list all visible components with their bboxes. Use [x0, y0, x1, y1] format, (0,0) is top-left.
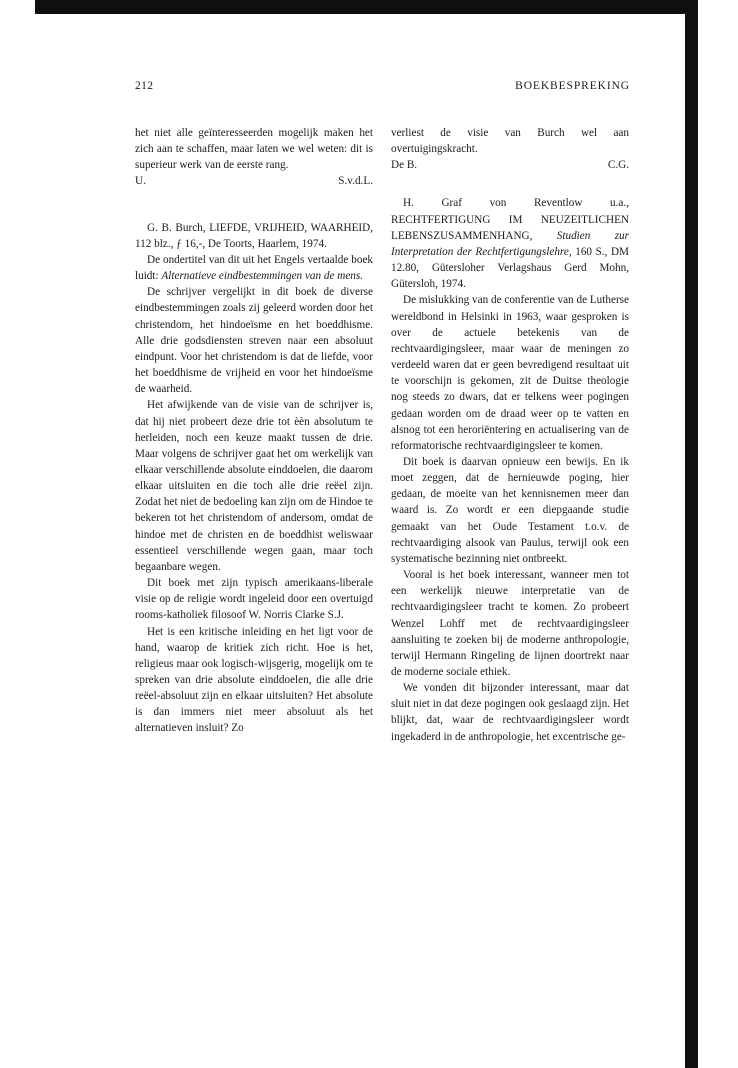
paragraph: De schrijver vergelijkt in dit boek de diverse eindbestemmingen zoals zij geleerd worden door het christendom, het hindoeïsme en het boeddhisme. Alle drie godsdiensten streven naar een absoluut eindpunt. Voor het christendom is dat de liefde, voor het boeddhisme de vrijheid en voor het hindoeïsme de waarheid. [135, 286, 373, 396]
intro-paragraph: het niet alle geïnteresseerden mogelijk maken het zich aan te schaffen, maar laten we wel weten: dit is superieur werk van de eerste rang. [135, 127, 373, 172]
review-header: H. Graf von Reventlow u.a., RECHTFERTIGUNG IM NEUZEITLICHEN LEBENSZUSAMMENHANG, Studien zur Interpretation der Rechtfertigungslehre, 160 S., DM 12.80, Gütersloher Verlagshaus Gerd Mohn, Gütersloh, 1974. [391, 197, 630, 291]
signature-author: S.v.d.L. [338, 175, 373, 188]
page-number: 212 [135, 80, 154, 92]
signature-initial: U. [135, 175, 146, 188]
right-column [391, 125, 629, 745]
paragraph: Dit boek is daarvan opnieuw een bewijs. En ik moet zeggen, dat de hernieuwde poging, hier gedaan, de moeite van het kennisnemen meer dan waard is. Zo wordt er een diepgaande studie gemaakt van het Oude Testament t.o.v. de rechtvaardiging alsook van Paulus, terwijl ook een systematische bezinning niet ontbreekt. [391, 455, 629, 565]
series-title: Studien zur Interpretation der Rechtfertigungslehre, [391, 229, 630, 258]
running-head: BOEKBESPREKING [515, 80, 630, 92]
paragraph: Vooral is het boek interessant, wanneer men tot een werkelijk nieuwe interpretatie van de rechtvaardigingsleer tracht te komen. Zo probeert Wenzel Lohff met de rechtvaardigingsleer aansluiting te zoeken bij de moderne anthropologie, terwijl Hermann Ringeling de lijnen doortrekt naar de moderne sociale ethiek. [391, 569, 629, 678]
signature-author: C.G. [607, 159, 629, 172]
left-column [135, 125, 373, 737]
review-signature [135, 173, 373, 189]
scan-border-top [35, 0, 698, 14]
paragraph: De ondertitel van dit uit het Engels vertaalde boek luidt: Alternatieve eindbestemmingen van de mens. [135, 253, 373, 283]
scan-border-right [685, 0, 698, 1068]
paragraph: We vonden dit bijzonder interessant, maar dat sluit niet in dat deze pogingen ook geslaagd zijn. Het blijkt, dat, waar de rechtvaardigingsleer wordt ingekaderd in de anthropologie, het excentrische ge- [391, 682, 629, 743]
paragraph: Het afwijkende van de visie van de schrijver is, dat hij niet probeert deze drie tot èèn absolutum te herleiden, noch een keuze maakt tussen de drie. Maar volgens de schrijver gaat het om werkelijk van elkaar verschillende absolute einddoelen, die daarom elkaar uitsluiten en die toch alle drie reëel zijn. Zodat het niet de bedoeling kan zijn om de Hindoe te bekeren tot het christendom of andersom, omdat de hindoe met de christen en de boeddhist weliswaar essentieel verschillende wegen gaan, maar toch begaanbare wegen. [135, 399, 373, 573]
paragraph: Het is een kritische inleiding en het ligt voor de hand, waarop de kritiek zich richt. Hoe is het, religieus maar ook logisch-wijsgerig, mogelijk om te spreken van drie absolute einddoelen, die alle drie reëel-absoluut zijn en elkaar uitsluiten? Het absolute is dan immers niet meer absoluut als het alternatieven insluit? Zo [135, 625, 373, 735]
paragraph: Dit boek met zijn typisch amerikaans-liberale visie op de religie wordt ingeleid door een overtuigd rooms-katholiek filosoof W. Norris Clarke S.J. [135, 577, 373, 622]
review-header: G. B. Burch, LIEFDE, VRIJHEID, WAARHEID, 112 blz., ƒ 16,-, De Toorts, Haarlem, 1974. [135, 221, 373, 250]
paragraph: De mislukking van de conferentie van de Lutherse wereldbond in Helsinki in 1963, waar gesproken is over de actuele betekenis van de rechtvaardigingsleer, maar waar de meningen zo verdeeld waren dat er geen bevredigend resultaat uit te voorschijn is gekomen, zit de Duitse theologie nog steeds zo dwars, dat er telkens weer pogingen gedaan worden om de draad weer op te vatten en alsnog tot een heroriëntering en actualisering van de reformatorische rechtvaardigingsleer te komen. [391, 294, 629, 452]
intro-paragraph: verliest de visie van Burch wel aan overtuigingskracht. [391, 127, 629, 156]
signature-initial: De B. [391, 159, 418, 172]
review-signature [391, 157, 629, 173]
book-subtitle: Alternatieve eindbestemmingen van de mens. [161, 270, 364, 283]
